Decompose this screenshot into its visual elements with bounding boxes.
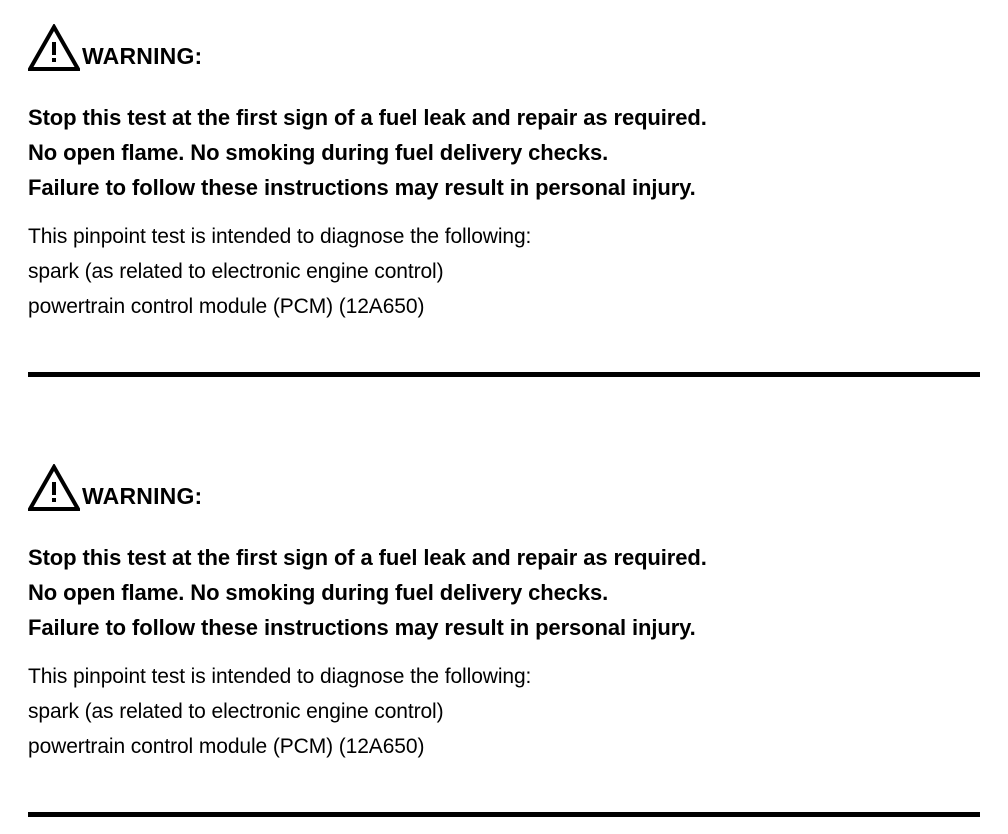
warning-header: [0, 458, 1008, 512]
warning-text: [0, 100, 1008, 205]
warning-triangle-icon: [28, 24, 80, 72]
warning-line: Stop this test at the first sign of a fuel leak and repair as required.: [28, 105, 707, 130]
warning-triangle-icon: [28, 464, 80, 512]
intro-line: This pinpoint test is intended to diagnose the following:: [28, 665, 532, 688]
warning-line: Stop this test at the first sign of a fuel leak and repair as required.: [28, 545, 707, 570]
warning-header: [0, 18, 1008, 72]
warning-text: [0, 540, 1008, 645]
warning-label: WARNING:: [82, 43, 203, 69]
warning-block: [0, 458, 1008, 764]
warning-line: No open flame. No smoking during fuel delivery checks.: [28, 140, 609, 165]
section-divider: [28, 372, 980, 377]
intro-line: powertrain control module (PCM) (12A650): [28, 735, 425, 758]
intro-line: spark (as related to electronic engine control): [28, 700, 444, 723]
intro-line: This pinpoint test is intended to diagnose the following:: [28, 225, 532, 248]
warning-line: No open flame. No smoking during fuel delivery checks.: [28, 580, 609, 605]
intro-text: [0, 659, 1008, 764]
warning-line: Failure to follow these instructions may result in personal injury.: [28, 615, 696, 640]
intro-line: powertrain control module (PCM) (12A650): [28, 295, 425, 318]
section-divider: [28, 812, 980, 817]
warning-block: [0, 18, 1008, 324]
warning-line: Failure to follow these instructions may result in personal injury.: [28, 175, 696, 200]
warning-label: WARNING:: [82, 483, 203, 509]
intro-text: [0, 219, 1008, 324]
intro-line: spark (as related to electronic engine control): [28, 260, 444, 283]
